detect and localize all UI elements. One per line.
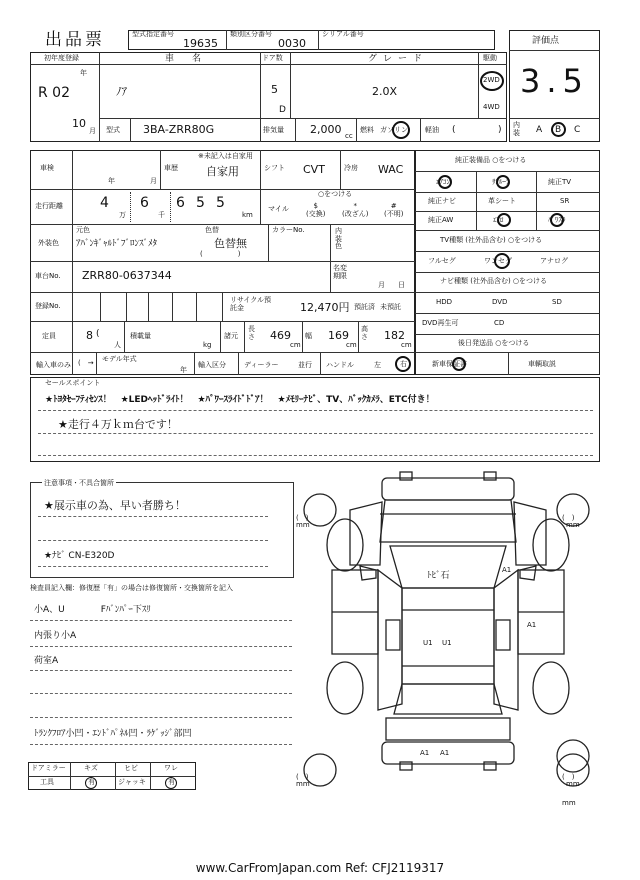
- equip-sr: SR: [560, 197, 570, 205]
- load-label: 積載量: [130, 332, 151, 340]
- interior-color-label: 内装色: [335, 227, 342, 251]
- color-no-label: カラーNo.: [272, 226, 305, 234]
- parallel-option: 並行: [298, 361, 312, 369]
- damage-mark-a1-rear1: A1: [420, 749, 430, 757]
- year-unit: 年: [80, 69, 87, 77]
- mileage-label: 走行距離: [35, 202, 63, 210]
- parts-door-mirror: ドアミラー: [31, 764, 66, 772]
- mileage-digit-2: 6: [140, 195, 149, 211]
- usage-note: ※未記入は自家用: [198, 152, 253, 160]
- damage-mark-u1-right: U1: [442, 639, 452, 647]
- nav-hdd: HDD: [436, 298, 453, 306]
- model-type-value: 3BA-ZRR80G: [143, 123, 215, 136]
- parts-jack-have: 有: [168, 778, 175, 786]
- recycle-status: 預託済: [354, 303, 375, 311]
- inspector-label: 検査員記入欄：修復歴「有」の場合は修復箇所・交換箇所を記入: [30, 584, 233, 592]
- form-title: 出品票: [45, 30, 105, 50]
- mile-option-tampered: * (改ざん): [342, 202, 369, 219]
- import-paren: ( →: [78, 359, 94, 367]
- ac-label: 冷房: [344, 164, 358, 172]
- month-unit: 月: [89, 127, 96, 135]
- tv-analog: アナログ: [540, 257, 568, 265]
- equip-genuine-tv: 純正TV: [548, 178, 572, 186]
- mm-label-rl: mm: [296, 780, 310, 788]
- name-change-month: 月: [378, 281, 385, 289]
- height-value: 182: [384, 329, 405, 342]
- model-year-unit: 年: [180, 366, 187, 374]
- shift-value: CVT: [303, 163, 325, 176]
- light-oil-label: 軽油: [425, 126, 439, 134]
- score-label: 評価点: [532, 36, 560, 46]
- left-option: 左: [374, 361, 381, 369]
- interior-grade-a: A: [536, 125, 543, 135]
- sales-points-label: セールスポイント: [45, 379, 101, 387]
- mm-label-rr: mm: [566, 780, 580, 788]
- inspection-label: 車検: [40, 164, 54, 172]
- light-oil-paren: (: [452, 125, 456, 135]
- equip-aero: ｴｱﾛ: [493, 216, 504, 224]
- model-designation-label: 型式指定番号: [132, 30, 174, 38]
- genuine-header: 純正装備品 ○をつける: [455, 156, 527, 164]
- mileage-unit: km: [242, 211, 253, 219]
- equip-sunroof: ｻﾝﾙｰﾌ: [492, 178, 510, 186]
- length-value: 469: [270, 329, 291, 342]
- first-reg-label: 初年度登録: [44, 54, 79, 62]
- score-value: 3.5: [520, 62, 589, 100]
- mileage-digit-1: 4: [100, 195, 109, 211]
- fuel-label: 燃料: [360, 126, 374, 134]
- category-label: 類別区分番号: [230, 30, 272, 38]
- doors-value: 5: [271, 83, 278, 96]
- recycle-unpaid: 未預託: [380, 303, 401, 311]
- capacity-label: 定員: [42, 332, 56, 340]
- car-name-label: 車名: [165, 54, 220, 64]
- notes-line1: ★展示車の為、早い者勝ち！: [44, 499, 186, 512]
- sales-point-line1: ★ﾄﾖﾀｾｰﾌﾃｨｾﾝｽ！ ★LEDﾍｯﾄﾞﾗｲﾄ！ ★ﾊﾟﾜｰｽﾗｲﾄﾞﾄﾞｱ！ ★ﾒﾓﾘｰﾅﾋﾞ、TV、ﾊﾞｯｸｶﾒﾗ、ETC付き！: [45, 395, 435, 405]
- nav-sd: SD: [552, 298, 562, 306]
- parts-tools-have: 有: [88, 778, 95, 786]
- height-label: 高さ: [361, 325, 368, 341]
- door-type: D: [279, 105, 286, 115]
- inspector-line3: 荷室A: [34, 656, 59, 666]
- capacity-unit: 人: [114, 341, 121, 349]
- damage-mark-windshield: ﾄﾋﾞ石: [427, 571, 450, 581]
- length-label: 長さ: [248, 325, 255, 341]
- width-label: 幅: [305, 332, 312, 340]
- drive-4wd: 4WD: [483, 103, 500, 111]
- dealer-option: ディーラー: [244, 361, 279, 369]
- ac-value: WAC: [378, 163, 404, 176]
- doors-label: ドア数: [262, 54, 283, 62]
- damage-mark-a1-right: A1: [502, 566, 512, 574]
- first-reg-month: 10: [72, 117, 86, 130]
- grade-label: グレード: [368, 54, 429, 64]
- mileage-digit-4: 5: [196, 195, 205, 211]
- displacement-value: 2,000: [310, 123, 342, 136]
- capacity-value: 8: [86, 329, 93, 342]
- right-option: 右: [400, 360, 407, 368]
- height-unit: cm: [401, 341, 412, 349]
- dimensions-label: 諸元: [224, 332, 238, 340]
- recycle-amount: 12,470円: [300, 301, 350, 314]
- light-oil-paren-close: ): [498, 125, 502, 135]
- load-unit: kg: [203, 341, 212, 349]
- capacity-paren: (: [96, 329, 100, 339]
- interior-label: 内装: [513, 121, 520, 137]
- displacement-label: 排気量: [263, 126, 284, 134]
- interior-grade-b: B: [555, 125, 562, 135]
- handle-label: ハンドル: [326, 361, 354, 369]
- color-paren: ( ): [200, 250, 241, 258]
- mile-label: マイル: [268, 205, 289, 213]
- orig-color-label: 元色: [76, 226, 90, 234]
- length-unit: cm: [290, 341, 301, 349]
- tv-fullseg: フルセグ: [428, 257, 456, 265]
- nav-dvd: DVD: [492, 298, 508, 306]
- notes-label: 注意事項・不具合箇所: [44, 479, 114, 487]
- mm-label-fl: mm: [296, 521, 310, 529]
- import-div-label: 輸入区分: [198, 361, 226, 369]
- mm-label-fr: mm: [566, 521, 580, 529]
- equip-genuine-nav: 純正ナビ: [428, 197, 456, 205]
- mile-option-exchange: $ (交換): [306, 202, 326, 219]
- chassis-label: 車台No.: [35, 272, 61, 280]
- mileage-digit-3: 6: [176, 195, 185, 211]
- inspection-month-unit: 月: [150, 177, 157, 185]
- name-change-day: 日: [398, 281, 405, 289]
- usage-value: 自家用: [206, 165, 239, 178]
- equip-leather-seat: 革シート: [488, 197, 516, 205]
- parts-scratch: キズ: [84, 764, 98, 772]
- inspection-year-unit: 年: [108, 177, 115, 185]
- mileage-digit-5: 5: [216, 195, 225, 211]
- name-change-label: 名変期限: [333, 264, 347, 280]
- parts-jack: ジャッキ: [118, 778, 146, 786]
- tv-header: TV種類 (社外品含む) ○をつける: [440, 236, 543, 244]
- gauge-paren-rr: ( ): [562, 773, 575, 781]
- fuel-value: ガソリン: [380, 126, 408, 134]
- serial-label: シリアル番号: [322, 30, 364, 38]
- parts-crack: ヒビ: [124, 764, 138, 772]
- docs-manual: 車輌取説: [528, 360, 556, 368]
- notes-box: [30, 479, 294, 578]
- recycle-label: リサイクル預託金: [230, 296, 272, 313]
- model-designation-value: 19635: [183, 37, 218, 50]
- docs-header: 後日発送品 ○をつける: [458, 339, 530, 347]
- gauge-paren-fl: ( ): [296, 514, 309, 522]
- shift-label: シフト: [264, 164, 285, 172]
- displacement-unit: cc: [345, 132, 353, 140]
- inspector-line2: 内張り小A: [34, 631, 77, 641]
- category-value: 0030: [278, 37, 306, 50]
- first-reg-era: R 02: [38, 85, 70, 101]
- color-name-label: 色替: [205, 226, 219, 234]
- parts-tools: 工具: [40, 778, 54, 786]
- mileage-man: 万: [119, 211, 126, 219]
- equip-ac: ｴｱｺﾝ: [436, 178, 450, 186]
- width-unit: cm: [346, 341, 357, 349]
- drive-label: 駆動: [483, 54, 497, 62]
- car-name: ﾉｱ: [116, 85, 127, 98]
- nav-dvd-playback: DVD再生可: [422, 319, 459, 327]
- drive-2wd: 2WD: [483, 76, 500, 84]
- width-value: 169: [328, 329, 349, 342]
- nav-cd: CD: [494, 319, 505, 327]
- gauge-paren-fr: ( ): [562, 514, 575, 522]
- nav-header: ナビ種類 (社外品含む) ○をつける: [440, 277, 548, 285]
- equip-genuine-aw: 純正AW: [428, 216, 454, 224]
- inspector-line5: ﾄﾗﾝｸﾌﾛｱ小凹・ｴﾝﾄﾞﾊﾟﾈﾙ凹・ﾗｹﾞｯｼﾞ部凹: [34, 729, 192, 739]
- chassis-no: ZRR80-0637344: [82, 269, 172, 282]
- mileage-sen: 千: [158, 211, 165, 219]
- model-type-label: 型式: [106, 126, 120, 134]
- mm-label-extra: mm: [562, 799, 576, 807]
- color-label: 外装色: [38, 239, 59, 247]
- reg-no-label: 登録No.: [35, 302, 61, 310]
- mile-option-unknown: # (不明): [384, 202, 404, 219]
- gauge-paren-rl: ( ): [296, 773, 309, 781]
- grade-value: 2.0X: [372, 85, 398, 98]
- sales-point-line2: ★走行４万ｋｍ台です！: [58, 418, 178, 431]
- damage-mark-u1-left: U1: [423, 639, 433, 647]
- equip-power-slide: ﾊﾟﾜｽﾗ: [548, 216, 566, 224]
- usage-label: 車歴: [164, 164, 178, 172]
- color-text: ｱﾊﾞﾝｷﾞｬﾙﾄﾞﾌﾞﾛﾝｽﾞﾒﾀ: [76, 239, 158, 249]
- footer-reference: www.CarFromJapan.com Ref: CFJ2119317: [195, 861, 445, 875]
- import-label: 輸入車のみ: [36, 361, 71, 369]
- tv-oneseg: ワンセグ: [484, 257, 512, 265]
- interior-grade-c: C: [574, 125, 581, 135]
- damage-mark-a1-side: A1: [527, 621, 537, 629]
- fuel-circle: [392, 121, 410, 139]
- model-year-label: モデル年式: [102, 355, 137, 363]
- mile-check-note: ○をつける: [318, 190, 353, 198]
- color-change-value: 色替無: [214, 237, 247, 250]
- docs-warranty: 新車保証書: [432, 360, 467, 368]
- damage-mark-a1-rear2: A1: [440, 749, 450, 757]
- parts-broken: ワレ: [164, 764, 178, 772]
- notes-line2: ★ﾅﾋﾞ CN-E320D: [44, 551, 115, 561]
- inspector-line1: 小A、U Fﾊﾞﾝﾊﾟｰ下ｽﾘ: [34, 605, 151, 615]
